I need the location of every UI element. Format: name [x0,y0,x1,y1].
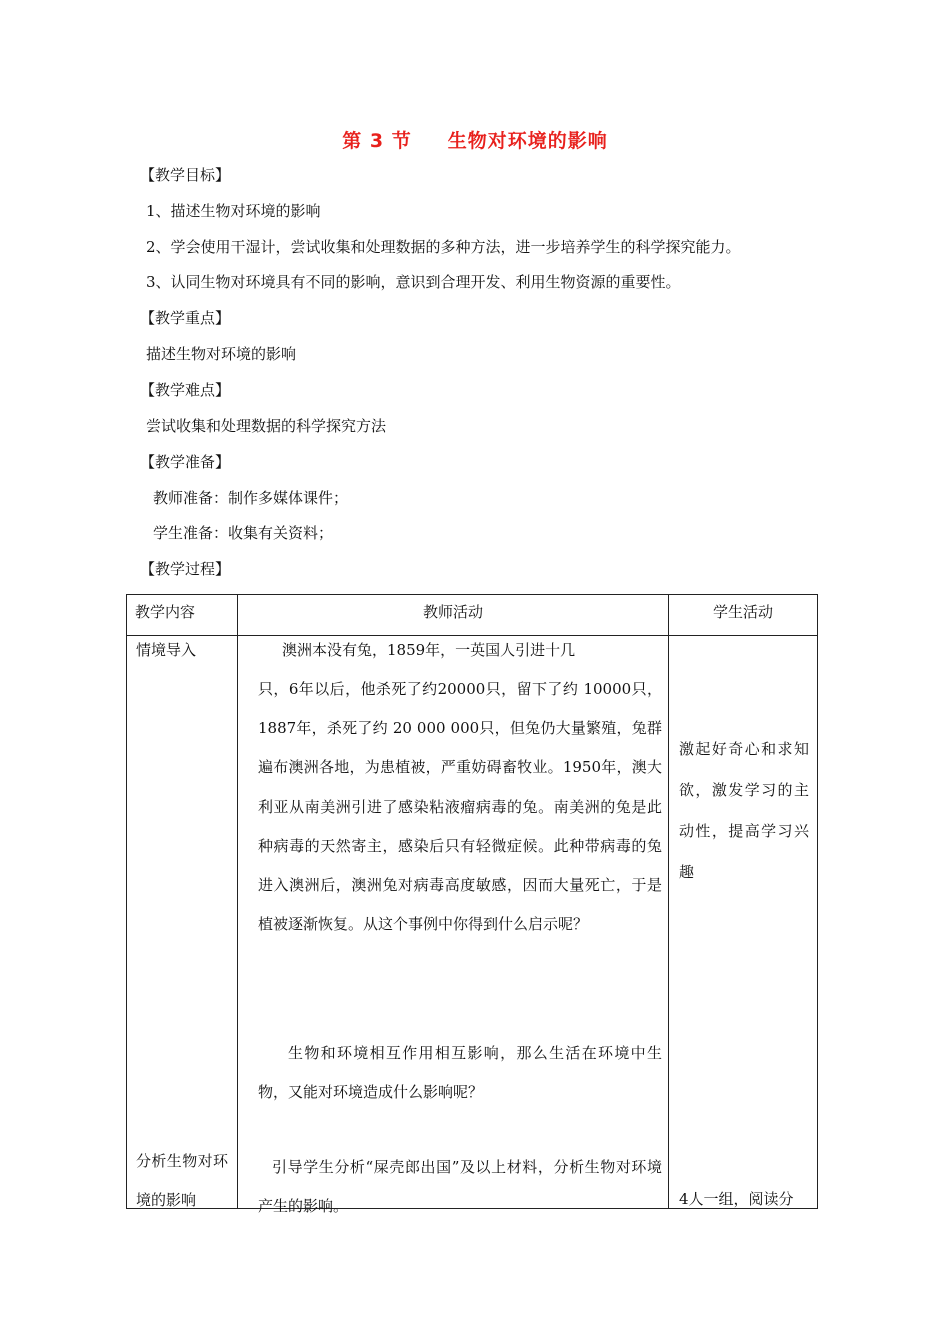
teacher-preparation: 教师准备：制作多媒体课件； [153,489,349,507]
teacher-australia-rabbit-story: 只，6年以后，他杀死了约20000只，留下了约 10000只，1887年，杀死了约 20 000 000只，但兔仍大量繁殖，兔群遍布澳洲各地，为患植被，严重妨碍畜牧业。1950年，澳大利亚从南美洲引进了感染粘液瘤病毒的兔。南美洲的兔是此种病毒的天然寄主，感染后只有轻微症候。此种带病毒的兔进入澳洲后，澳洲兔对病毒高度敏感，因而大量死亡，于是植被逐渐恢复。从这个事例中你得到什么启示呢？ [258,680,662,934]
teacher-intro-first-line: 澳洲本没有兔，1859年，一英国人引进十几 [282,641,576,659]
chapter-number: 第 3 节 [342,130,412,152]
goal-3: 3、认同生物对环境具有不同的影响，意识到合理开发、利用生物资源的重要性。 [146,273,681,291]
goals-header: 【教学目标】 [140,166,231,184]
student-activity-intro: 激起好奇心和求知欲，激发学习的主动性，提高学习兴趣 [679,740,809,881]
student-activity-group-reading: 4人一组，阅读分 [679,1190,794,1208]
student-preparation: 学生准备：收集有关资料； [153,524,334,542]
table-header-row [127,595,818,636]
key-points-header: 【教学重点】 [140,309,231,327]
page-title [0,126,950,153]
content-scenario-intro: 情境导入 [136,641,197,659]
teacher-guidance: 引导学生分析“屎壳郎出国”及以上材料，分析生物对环境产生的影响。 [258,1158,662,1216]
goal-1: 1、描述生物对环境的影响 [146,202,321,220]
header-teacher-activity: 教师活动 [422,603,483,621]
chapter-title: 生物对环境的影响 [447,130,608,152]
content-analysis: 分析生物对环境的影响 [136,1152,228,1209]
key-points-text: 描述生物对环境的影响 [146,345,297,363]
preparation-header: 【教学准备】 [140,453,231,471]
difficulty-text: 尝试收集和处理数据的科学探究方法 [146,417,387,435]
goal-2: 2、学会使用干湿计，尝试收集和处理数据的多种方法，进一步培养学生的科学探究能力。 [146,238,741,256]
header-student-activity: 学生活动 [712,603,773,621]
header-content: 教学内容 [135,603,196,621]
lesson-process-table [126,594,818,1216]
process-header: 【教学过程】 [140,560,231,578]
difficulty-header: 【教学难点】 [140,381,231,399]
table-row [127,636,818,1209]
teacher-transition-question: 生物和环境相互作用相互影响，那么生活在环境中生物，又能对环境造成什么影响呢？ [258,1044,662,1102]
